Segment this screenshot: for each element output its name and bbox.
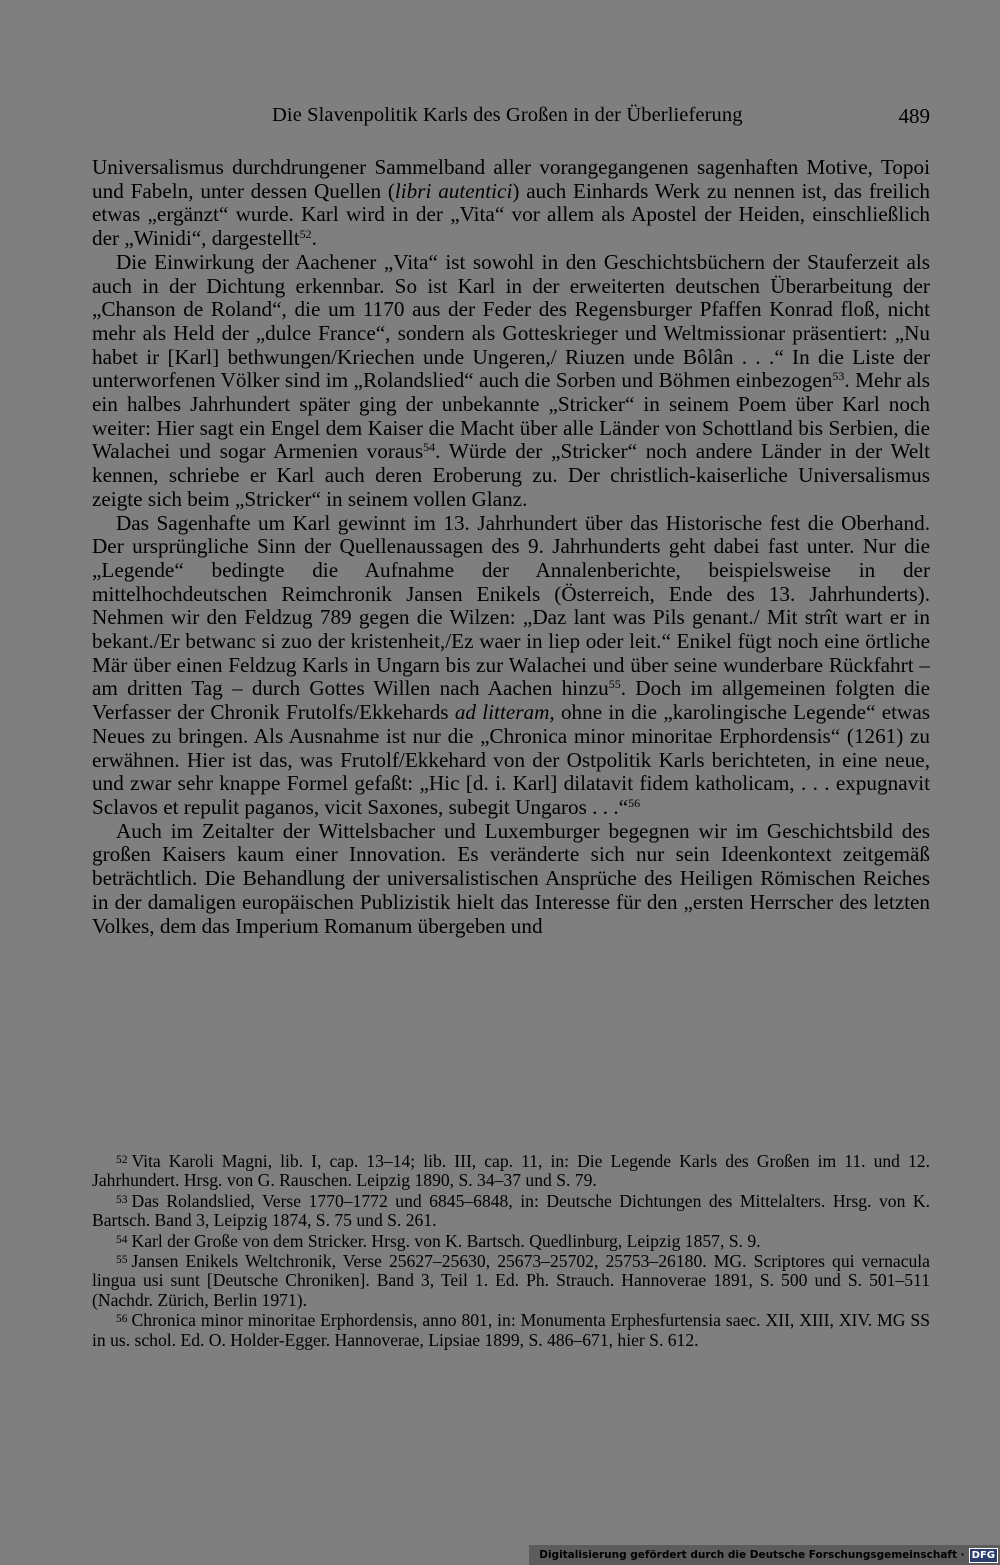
paragraph xyxy=(92,251,930,512)
footer-text: Digitalisierung gefördert durch die Deutsche Forschungsgemeinschaft · xyxy=(539,1549,965,1561)
footnotes xyxy=(92,1151,930,1350)
dfg-logo: DFG xyxy=(969,1548,998,1563)
text-run: . Würde der „Stricker“ noch andere Länder in der Welt kennen, schriebe er Karl auch deren Eroberung zu. Der christlich-kaiserliche Universalismus zeigte sich beim „Stricker“ in seinem vollen Glanz. xyxy=(92,439,930,511)
paragraph xyxy=(92,820,930,939)
italic-run: libri autentici xyxy=(394,178,513,203)
running-title: Die Slavenpolitik Karls des Großen in der Überlieferung xyxy=(272,104,743,126)
text-run: . Doch im allgemeinen folgten die Verfasser der Chronik Frutolfs/Ekkehards xyxy=(92,676,930,725)
footnote-text: Chronica minor minoritae Erphordensis, anno 801, in: Monumenta Erphesfurtensia saec. XII, XIII, XIV. MG SS in us. schol. Ed. O. Holder-Egger. Hannoverae, Lipsiae 1899, S. 486–671, hier S. 612. xyxy=(92,1310,930,1350)
page-number: 489 xyxy=(898,104,930,128)
text-run: Auch im Zeitalter der Wittelsbacher und Luxemburger begegnen wir im Geschichtsbild des großen Kaisers kaum einer Innovation. Es veränderte sich nur sein Ideenkontext zeitgemäß beträchtlich. Die Behandlung der universalistischen Ansprüche des Heiligen Römischen Reiches in der damaligen europäischen Publizistik hielt das Interesse für den „ersten Herrscher des letzten Volkes, dem das Imperium Romanum übergeben und xyxy=(92,818,930,938)
footnote-text: Vita Karoli Magni, lib. I, cap. 13–14; lib. III, cap. 11, in: Die Legende Karls des Großen im 11. und 12. Jahrhundert. Hrsg. von G. Rauschen. Leipzig 1890, S. 34–37 und S. 79. xyxy=(92,1151,930,1191)
text-run: ohne in die „karolingische Legende“ etwas Neues zu bringen. Als Ausnahme ist nur die „Chronica minor minoritae Erphordensis“ (1261) zu erwähnen. Hier ist das, was Frutolf/Ekkehard von der Ostpolitik Karls berichteten, in eine neue, und zwar sehr knappe Formel gefaßt: „Hic [d. i. Karl] dilatavit fidem katholicam, . . . expugnavit Sclavos et repulit paganos, vicit Saxones, subegit Ungaros . . .“ xyxy=(92,700,930,819)
digitization-footer xyxy=(529,1545,1000,1565)
footnote-ref: 56 xyxy=(628,795,641,810)
text-run: Das Sagenhafte um Karl gewinnt im 13. Jahrhundert über das Historische fest die Oberhand. Der ursprüngliche Sinn der Quellenaussagen des 9. Jahrhunderts geht dabei fast unter. Nur die „Legende“ bedingte die Aufnahme der Annalenberichte, beispielsweise in der mittelhochdeutschen Reimchronik Jansen Enikels (Österreich, Ende des 13. Jahrhunderts). Nehmen wir den Feldzug 789 gegen die Wilzen: „Daz lant was Pils genant./ Mit strît wart er in bekant./Er betwanc si zuo der kristenheit,/Ez waer in liep oder leit.“ Enikel fügt noch eine örtliche Mär über einen Feldzug Karls in Ungarn bis zur Walachei und über seine wunderbare Rückfahrt – am dritten Tag – durch Gottes Willen nach Aachen hinzu xyxy=(92,510,930,701)
text-run: Universalismus durchdrungener Sammelband aller vorangegangenen sagenhaften Motive, Topoi und Fabeln, unter dessen Quellen ( xyxy=(92,155,930,203)
body-text xyxy=(92,156,930,938)
paragraph xyxy=(92,512,930,820)
paragraph xyxy=(92,156,930,251)
text-run: . xyxy=(311,226,317,251)
footnote-text: Jansen Enikels Weltchronik, Verse 25627–25630, 25673–25702, 25753–26180. MG. Scriptores qui vernacula lingua usi sunt [Deutsche Chroniken]. Band 3, Teil 1. Ed. Ph. Strauch. Hannoverae 1891, S. 500 und S. 501–511 (Nachdr. Zürich, Berlin 1971). xyxy=(92,1251,930,1310)
footnote-number: 56 xyxy=(116,1313,128,1326)
text-run: . Mehr als ein halbes Jahrhundert später ging der unbekannte „Stricker“ in seinem Poem über Karl noch weiter: Hier sagt ein Engel dem Kaiser die Macht über alle Länder von Schottland bis Serbien, die Walachei und sogar Armenien voraus xyxy=(92,368,931,464)
text-run: ) auch Einhards Werk zu nennen ist, das freilich etwas „ergänzt“ wurde. Karl wird in der „Vita“ vor allem als Apostel der Heiden, einschließlich der „Winidi“, dargestellt xyxy=(92,178,931,251)
footnote-number: 54 xyxy=(116,1233,128,1246)
footnote xyxy=(92,1151,930,1191)
italic-run: ad litteram, xyxy=(454,700,555,725)
footnote xyxy=(92,1191,930,1231)
footnote-number: 55 xyxy=(116,1254,128,1267)
footnote-ref: 54 xyxy=(423,440,436,455)
page-header xyxy=(92,104,930,134)
footnote xyxy=(92,1231,930,1251)
footnote-number: 52 xyxy=(116,1154,128,1166)
footnote-text: Das Rolandslied, Verse 1770–1772 und 6845–6848, in: Deutsche Dichtungen des Mittelalters. Hrsg. von K. Bartsch. Band 3, Leipzig 1874, S. 75 und S. 261. xyxy=(92,1190,930,1231)
footnote xyxy=(92,1251,930,1310)
footnote-ref: 53 xyxy=(832,369,845,384)
footnote-ref: 52 xyxy=(299,227,312,242)
text-run: Die Einwirkung der Aachener „Vita“ ist sowohl in den Geschichtsbüchern der Stauferzeit als auch in der Dichtung erkennbar. So ist Karl in der erweiterten deutschen Überarbeitung der „Chanson de Roland“, die um 1170 aus der Feder des Regensburger Pfaffen Konrad floß, nicht mehr als Held der „dulce France“, sondern als Gotteskrieger und Weltmissionar präsentiert: „Nu habet ir [Karl] bethwungen/Kriechen unde Ungeren,/ Riuzen unde Bôlân . . .“ In die Liste der unterworfenen Völker sind im „Rolandslied“ auch die Sorben und Böhmen einbezogen xyxy=(92,249,930,393)
footnote-text: Karl der Große von dem Stricker. Hrsg. von K. Bartsch. Quedlinburg, Leipzig 1857, S. 9. xyxy=(131,1230,761,1251)
footnote-number: 53 xyxy=(116,1193,128,1206)
footnote xyxy=(92,1310,930,1350)
footnote-ref: 55 xyxy=(608,677,621,692)
